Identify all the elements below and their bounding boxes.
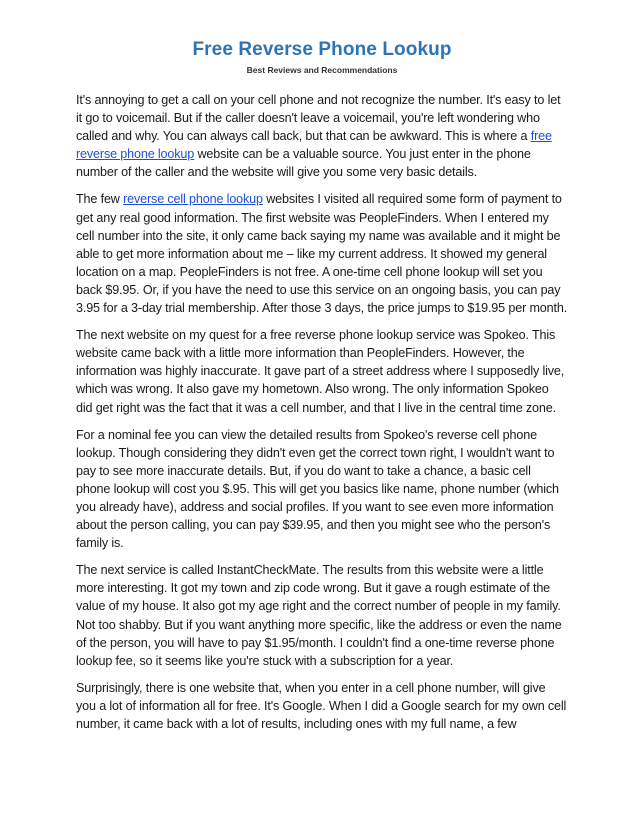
paragraph-text: website can be a valuable source. You just enter in the phone number of the caller and the website will give you some very basic details. (76, 147, 531, 180)
paragraph-4: For a nominal fee you can view the detailed results from Spokeo's reverse cell phone lookup. Though considering they didn't even get the correct town right, I wouldn't want to pay to see more inaccurate details. But, if you do want to take a chance, a basic cell phone lookup will cost you $.95. This will get you basics like name, phone number (which you already have), address and social profiles. If you want to see even more information about the person calling, you can pay $39.95, and then you might see who the person's family is. (76, 427, 559, 551)
paragraph-text: websites I visited all required some form of payment to get any real good information. The first website was PeopleFinders. When I entered my cell number into the site, it only came back saying my name was available and it might be able to get more information about me – like my current address. It showed my general location on a map. PeopleFinders is not free. A one-time cell phone lookup will set you back $9.95. Or, if you have the need to use this service on an ongoing basis, you can pay 3.95 for a 3-day trial membership. After those 3 days, the price jumps to $19.95 per month. (76, 192, 568, 316)
page-title: Free Reverse Phone Lookup (192, 39, 452, 60)
paragraph-text: It's annoying to get a call on your cell phone and not recognize the number. It's easy to let it go to voicemail. But if the caller doesn't leave a voicemail, you're left wondering who called and why. You can always call back, but that can be awkward. This is where a (76, 93, 561, 144)
free-reverse-phone-lookup-link[interactable]: free reverse phone lookup (76, 129, 552, 162)
article-body (76, 91, 568, 733)
paragraph-3: The next website on my quest for a free reverse phone lookup service was Spokeo. This website came back with a little more information than PeopleFinders. However, the information was highly inaccurate. It gave part of a street address where I supposedly live, which was wrong. It also gave my hometown. Also wrong. The only information Spokeo did get right was the fact that it was a cell number, and that I live in the central time zone. (76, 328, 565, 415)
paragraph-6: Surprisingly, there is one website that, when you enter in a cell phone number, will give you a lot of information all for free. It's Google. When I did a Google search for my own cell number, it came back with a lot of results, including ones with my full name, a few (76, 680, 567, 731)
paragraph-2 (76, 190, 568, 317)
reverse-cell-phone-lookup-link[interactable]: reverse cell phone lookup (123, 192, 263, 207)
page-subtitle: Best Reviews and Recommendations (246, 65, 398, 75)
paragraph-1 (76, 91, 568, 181)
paragraph-5: The next service is called InstantCheckMate. The results from this website were a little more interesting. It got my town and zip code wrong. But it gave a rough estimate of the value of my house. It also got my age right and the correct number of people in my family. Not too shabby. But if you want anything more specific, like the address or even the name of the person, you will have to pay $1.95/month. I couldn't find a one-time reverse phone lookup fee, so it seems like you're stuck with a subscription for a year. (76, 563, 562, 668)
paragraph-text: The few (76, 192, 124, 207)
